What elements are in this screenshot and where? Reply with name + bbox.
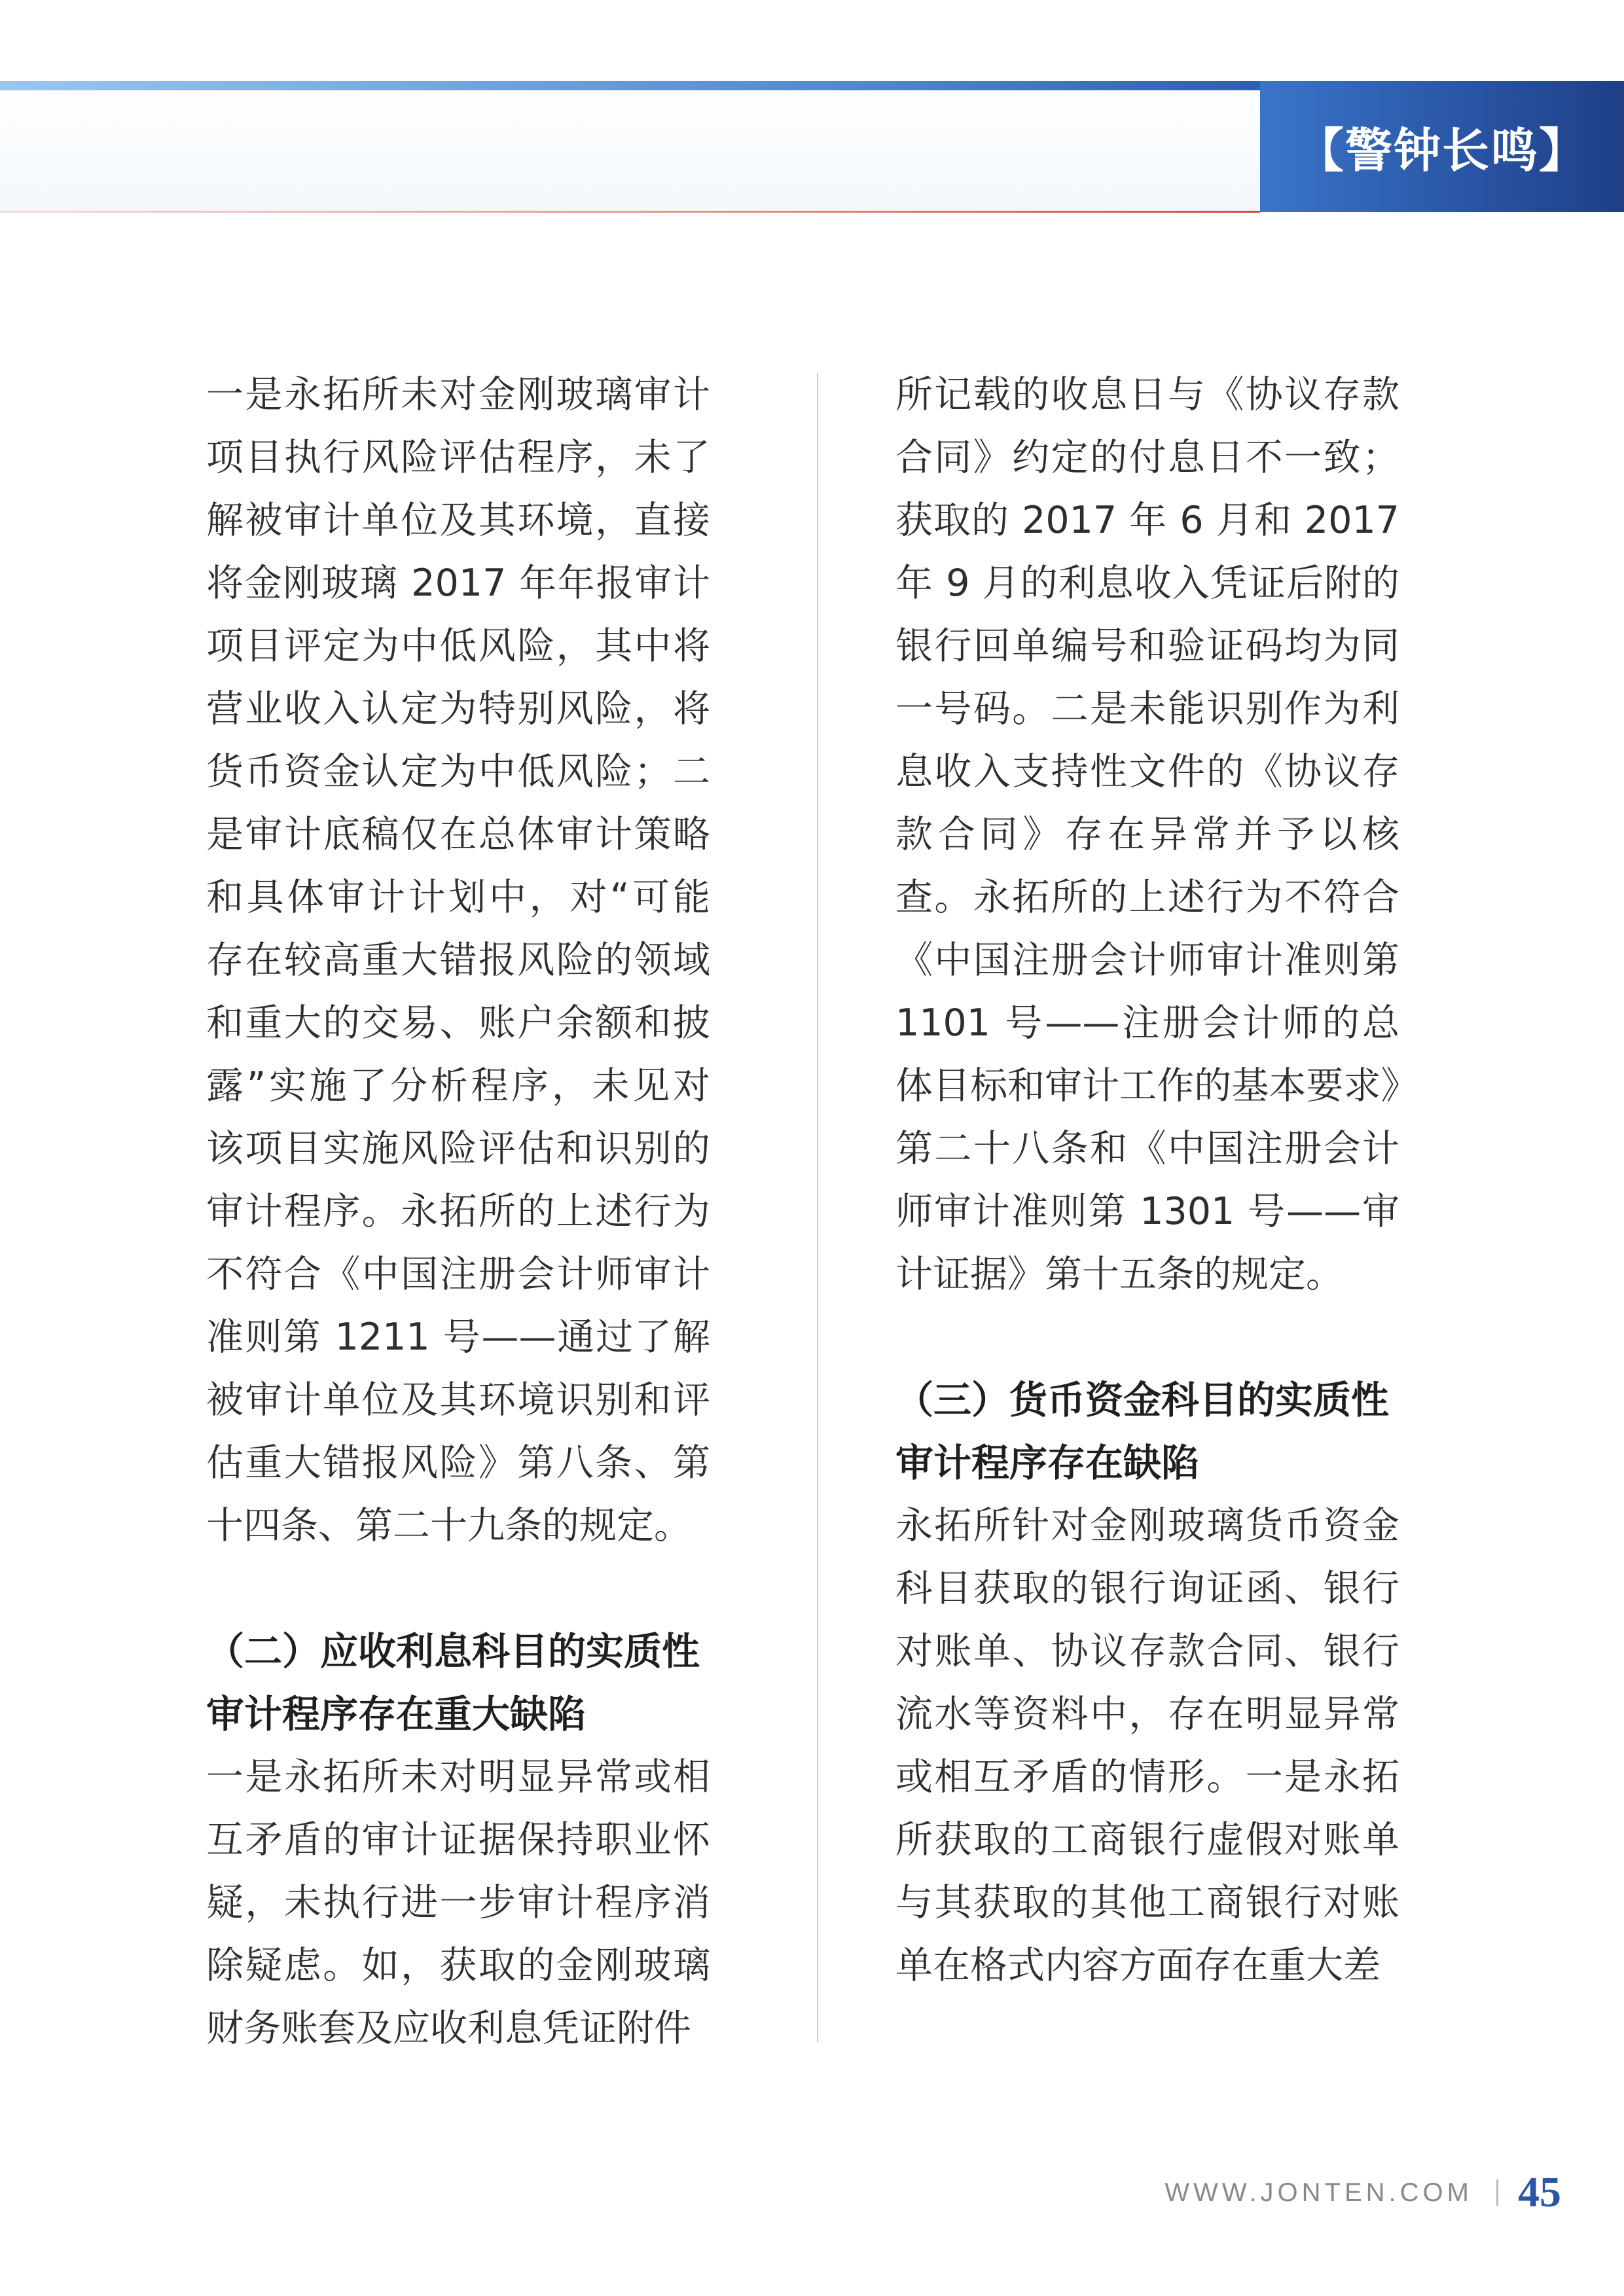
paragraph-gap xyxy=(895,1306,1399,1369)
section-heading-3: （三）货币资金科目的实质性审计程序存在缺陷 xyxy=(895,1378,1390,1485)
header-band xyxy=(0,81,1260,212)
left-column xyxy=(206,363,710,2060)
section-label: 【警钟长鸣】 xyxy=(1260,81,1624,212)
header-bottom-rule xyxy=(0,211,1260,213)
column-divider xyxy=(817,373,818,2042)
paragraph-gap xyxy=(206,1557,710,1620)
header-top-rule xyxy=(0,81,1260,90)
page-footer xyxy=(1164,2153,1561,2232)
page-number: 45 xyxy=(1518,2168,1561,2216)
section-heading-2: （二）应收利息科目的实质性审计程序存在重大缺陷 xyxy=(206,1629,700,1736)
website-link[interactable]: WWW.JONTEN.COM xyxy=(1164,2178,1473,2207)
left-paragraph-1: 一是永拓所未对金刚玻璃审计项目执行风险评估程序，未了解被审计单位及其环境，直接将金刚玻璃 2017 年年报审计项目评定为中低风险，其中将营业收入认定为特别风险，将货币资金认定为中低风险；二是审计底稿仅在总体审计策略和具体审计计划中，对“可能存在较高重大错报风险的领域和重大的交易、账户余额和披露”实施了分析程序，未见对该项目实施风险评估和识别的审计程序。永拓所的上述行为不符合《中国注册会计师审计准则第 1211 号——通过了解被审计单位及其环境识别和评估重大错报风险》第八条、第十四条、第二十九条的规定。 xyxy=(206,373,710,1547)
right-paragraph-2: 永拓所针对金刚玻璃货币资金科目获取的银行询证函、银行对账单、协议存款合同、银行流水等资料中，存在明显异常或相互矛盾的情形。一是永拓所获取的工商银行虚假对账单与其获取的其他工商银行对账单在格式内容方面存在重大差 xyxy=(895,1504,1399,1987)
footer-separator xyxy=(1496,2179,1498,2206)
right-column xyxy=(895,363,1399,1997)
left-paragraph-2: 一是永拓所未对明显异常或相互矛盾的审计证据保持职业怀疑，未执行进一步审计程序消除疑虑。如，获取的金刚玻璃财务账套及应收利息凭证附件 xyxy=(206,1755,710,2050)
right-paragraph-1: 所记载的收息日与《协议存款合同》约定的付息日不一致；获取的 2017 年 6 月和 2017 年 9 月的利息收入凭证后附的银行回单编号和验证码均为同一号码。二是未能识别作为利息收入支持性文件的《协议存款合同》存在异常并予以核查。永拓所的上述行为不符合《中国注册会计师审计准则第 1101 号——注册会计师的总体目标和审计工作的基本要求》第二十八条和《中国注册会计师审计准则第 1301 号——审计证据》第十五条的规定。 xyxy=(895,373,1399,1296)
